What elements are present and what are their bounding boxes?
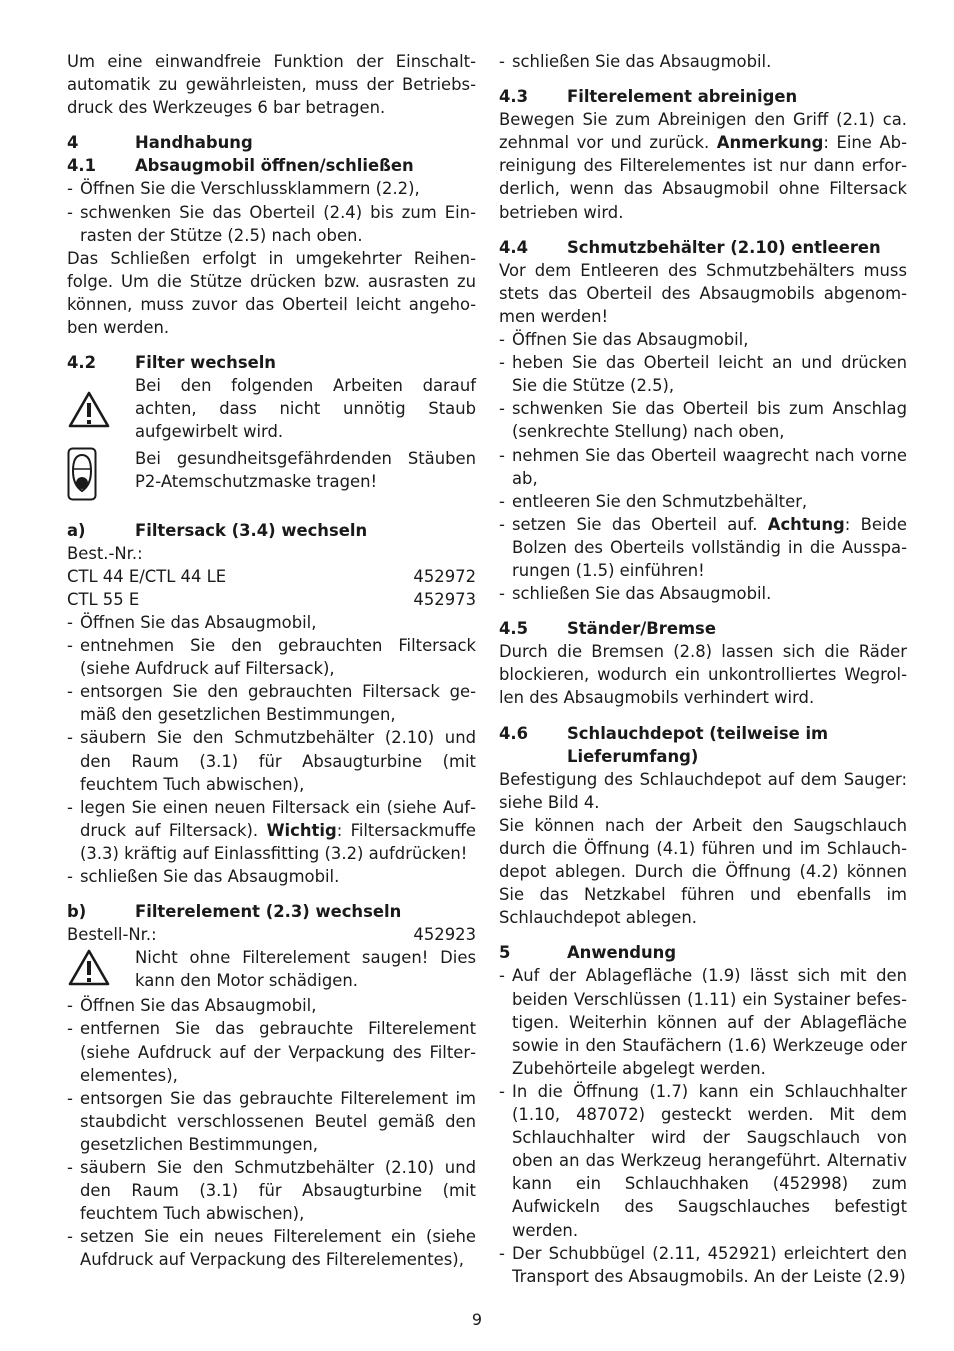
section-4-6-paragraph: Befestigung des Schlauchdepot auf dem Sauger: siehe Bild 4. — [499, 769, 907, 812]
list-item: - schließen Sie das Absaugmobil. — [499, 52, 772, 71]
list-item: - Öffnen Sie das Absaugmobil, — [67, 612, 317, 632]
section-4-2-heading: 4.2 Filter wechseln — [67, 353, 276, 373]
order-number-label: Best.-Nr.: — [67, 543, 143, 563]
section-4-4-heading: 4.4 Schmutzbehälter (2.10) entleeren — [499, 237, 881, 257]
list-item: - schließen Sie das Absaugmobil. — [67, 867, 340, 886]
page-number: 9 — [471, 1310, 483, 1329]
list-item: - In die Öffnung (1.7) kann ein Schlauchhalter (1.10, 487072) gesteckt werden. Mit dem Schlauchhalter wird der Saugschlauch von oben an das Werkzeug herangeführt. Alternativ kann ein Schlauchhaken (452998) zum Aufwickeln des Saugschlauches befestigt werden. — [499, 1081, 907, 1240]
warning-triangle-icon — [67, 374, 135, 443]
section-4-5-paragraph: Durch die Bremsen (2.8) lassen sich die Räder blockieren, wodurch ein unkontrolliertes Wegrollen des Absaugmobils verhindert wird. — [499, 642, 907, 708]
list-item: - setzen Sie ein neues Filterelement ein (siehe Aufdruck auf Verpackung des Filterelementes), — [67, 1227, 476, 1270]
section-5-heading: 5 Anwendung — [499, 943, 677, 963]
respirator-mask-icon — [67, 447, 135, 507]
list-item: - entsorgen Sie den gebrauchten Filtersack gemäß den gesetzlichen Bestimmungen, — [67, 682, 476, 725]
warning-block: Bei den folgenden Arbeiten darauf achten, dass nicht unnötig Staub aufgewirbelt wird. — [67, 374, 476, 443]
order-row: CTL 44 E/CTL 44 LE 452972 — [67, 566, 476, 586]
list-item: - säubern Sie den Schmutzbehälter (2.10) und den Raum (3.1) für Absaugturbine (mit feuchtem Tuch abwischen), — [67, 728, 476, 794]
list-item: - Öffnen Sie das Absaugmobil, — [67, 996, 317, 1016]
section-4-3-paragraph: Bewegen Sie zum Abreinigen den Griff (2.1) ca. zehnmal vor und zurück. Anmerkung: Eine Abreinigung des Filterelementes ist nur dann erforderlich, wenn das Absaugmobil ohne Filtersack betrieben wird. — [499, 110, 907, 222]
list-item: - Öffnen Sie die Verschlussklammern (2.2), — [67, 179, 420, 199]
list-item: - Der Schubbügel (2.11, 452921) erleichtert den Transport des Absaugmobils. An der Leiste (2.9) — [499, 1243, 907, 1286]
list-item: - entleeren Sie den Schmutzbehälter, — [499, 491, 808, 511]
intro-paragraph: Um eine einwandfreie Funktion der Einschaltautomatik zu gewährleisten, muss der Betriebsdruck des Werkzeuges 6 bar betragen. — [67, 52, 476, 118]
list-item: - entfernen Sie das gebrauchte Filterelement (siehe Aufdruck auf der Verpackung des Filterelementes), — [67, 1019, 476, 1085]
list-item: - legen Sie einen neuen Filtersack ein (siehe Aufdruck auf Filtersack). Wichtig: Filtersackmuffe (3.3) kräftig auf Einlassfitting (3.2) aufdrücken! — [67, 797, 476, 863]
list-item: - nehmen Sie das Oberteil waagrecht nach vorne ab, — [499, 445, 907, 488]
section-4-heading: 4 Handhabung — [67, 133, 253, 153]
list-item: - entnehmen Sie den gebrauchten Filtersack (siehe Aufdruck auf Filtersack), — [67, 636, 476, 679]
warning-triangle-icon — [67, 946, 135, 994]
subsection-b-heading: b) Filterelement (2.3) wechseln — [67, 902, 402, 922]
mask-notice: Bei gesundheitsgefährdenden Stäuben P2-Atemschutzmaske tragen! — [67, 447, 476, 507]
section-4-5-heading: 4.5 Ständer/Bremse — [499, 619, 716, 639]
section-4-3-heading: 4.3 Filterelement abreinigen — [499, 87, 798, 107]
list-item: - Auf der Ablagefläche (1.9) lässt sich mit den beiden Verschlüssen (1.11) ein Systainer befestigen. Weiterhin können auf der Ablagefläche sowie in den Staufächern (1.6) Werkzeuge oder Zubehörteile abgelegt werden. — [499, 966, 907, 1078]
list-item: - schwenken Sie das Oberteil (2.4) bis zum Einrasten der Stütze (2.5) nach oben. — [67, 202, 476, 245]
subsection-a-heading: a) Filtersack (3.4) wechseln — [67, 520, 368, 540]
section-4-6-heading: 4.6 Schlauchdepot (teilweise im Lieferumfang) — [499, 723, 829, 766]
section-4-1-paragraph: Das Schließen erfolgt in umgekehrter Reihenfolge. Um die Stütze drücken bzw. ausrasten zu können, muss zuvor das Oberteil leicht angehoben werden. — [67, 248, 476, 338]
section-4-6-paragraph: Sie können nach der Arbeit den Saugschlauch durch die Öffnung (4.1) führen und im Schlauchdepot ablegen. Durch die Öffnung (4.2) können Sie das Netzkabel führen und ebenfalls im Schlauchdepot ablegen. — [499, 815, 907, 928]
left-column — [67, 50, 476, 1272]
right-column — [499, 50, 907, 1288]
list-item: - säubern Sie den Schmutzbehälter (2.10) und den Raum (3.1) für Absaugturbine (mit feuchtem Tuch abwischen), — [67, 1158, 476, 1224]
section-4-1-heading: 4.1 Absaugmobil öffnen/schließen — [67, 156, 414, 176]
list-item: - schließen Sie das Absaugmobil. — [499, 584, 772, 604]
list-item: - Öffnen Sie das Absaugmobil, — [499, 330, 749, 350]
section-4-4-paragraph: Vor dem Entleeren des Schmutzbehälters muss stets das Oberteil des Absaugmobils abgenommen werden! — [499, 260, 907, 326]
list-item: - entsorgen Sie das gebrauchte Filterelement im staubdicht verschlossenen Beutel gemäß den gesetzlichen Bestimmungen, — [67, 1088, 476, 1154]
order-row: Bestell-Nr.: 452923 — [67, 925, 476, 945]
warning-block: Nicht ohne Filterelement saugen! Dies kann den Motor schädigen. — [67, 946, 476, 994]
list-item: - heben Sie das Oberteil leicht an und drücken Sie die Stütze (2.5), — [499, 353, 907, 396]
list-item: - schwenken Sie das Oberteil bis zum Anschlag (senkrechte Stellung) nach oben, — [499, 399, 907, 442]
order-row: CTL 55 E 452973 — [67, 589, 476, 609]
list-item: - setzen Sie das Oberteil auf. Achtung: Beide Bolzen des Oberteils vollständig in die Aussparungen (1.5) einführen! — [499, 514, 907, 580]
